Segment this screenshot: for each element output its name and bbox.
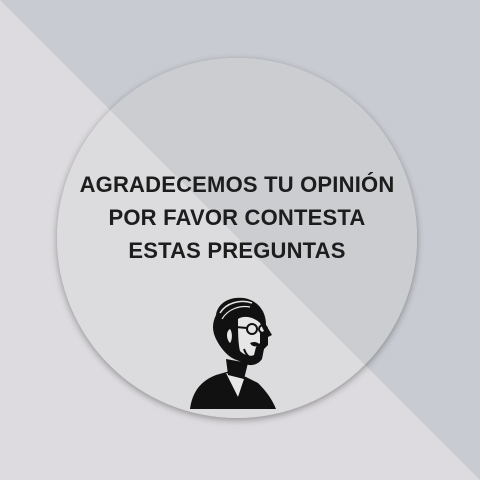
message-line-1: AGRADECEMOS TU OPINIÓN (79, 172, 395, 197)
message-line-2: POR FAVOR CONTESTA (108, 205, 366, 230)
message-line-3: ESTAS PREGUNTAS (128, 238, 346, 263)
portrait-silhouette-icon (186, 293, 286, 411)
thank-you-message (57, 168, 417, 267)
